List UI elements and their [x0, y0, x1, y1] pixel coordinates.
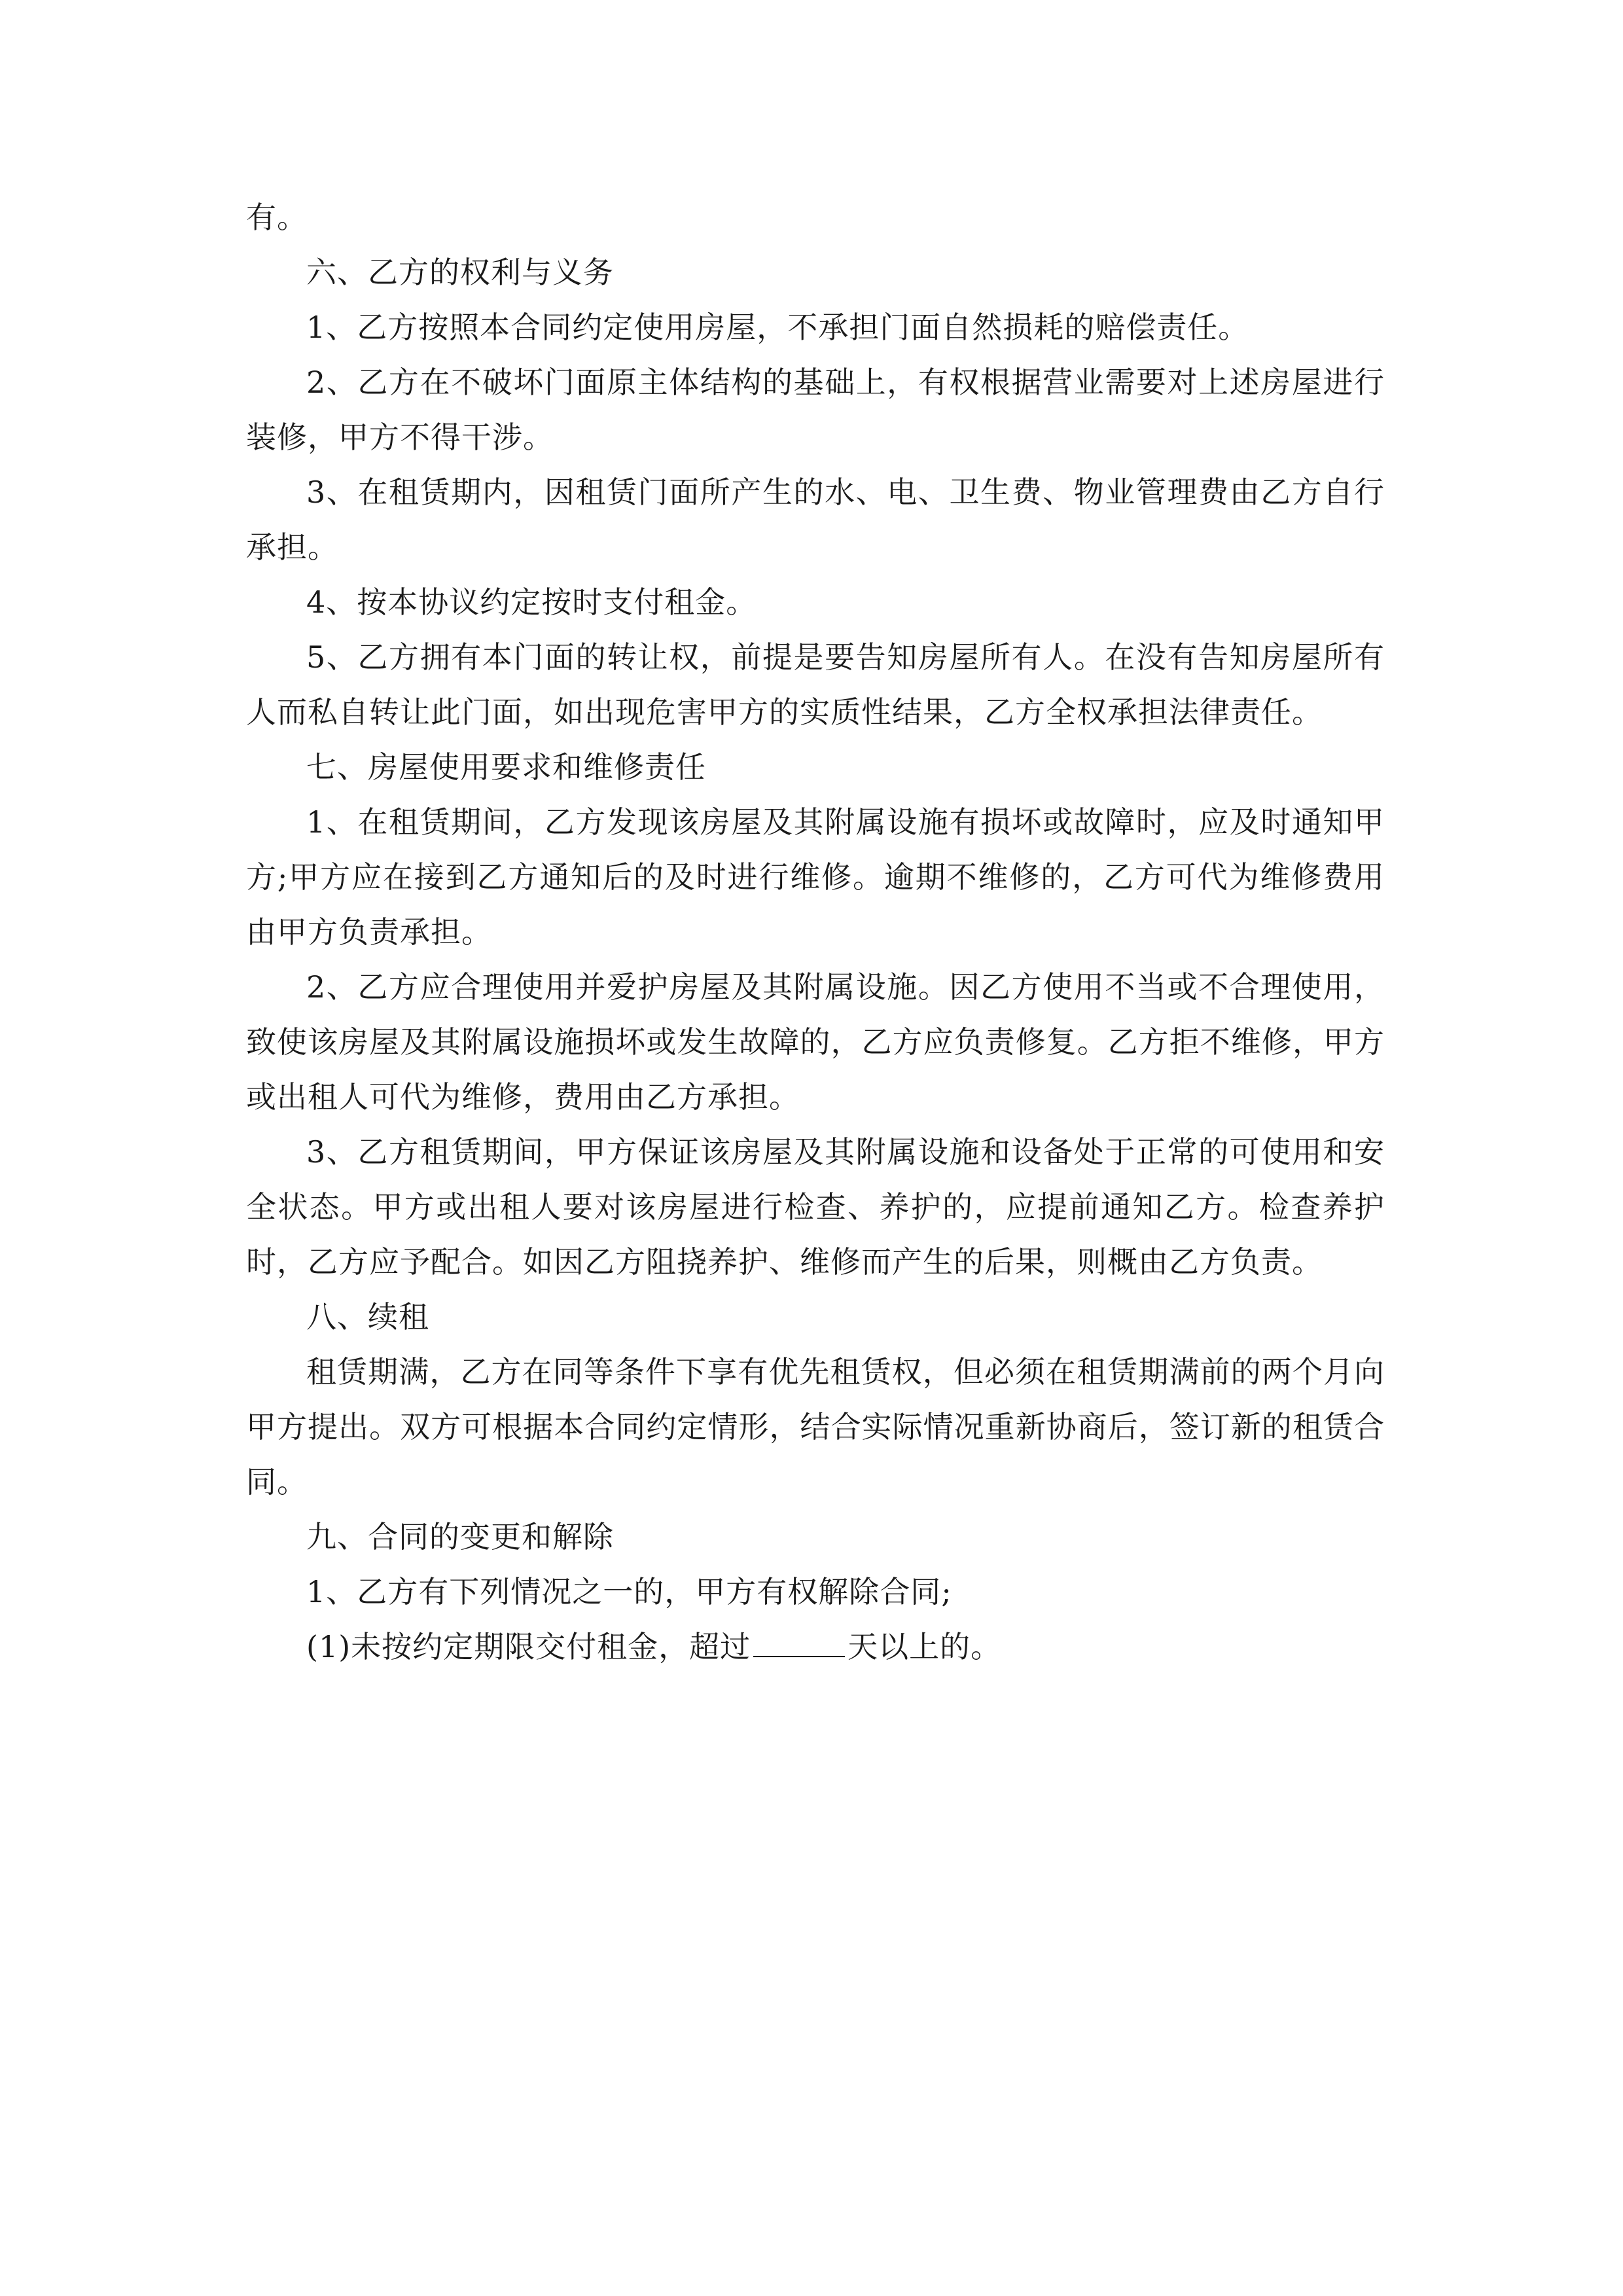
s9-item-1: 1、乙方有下列情况之一的，甲方有权解除合同;: [306, 1574, 952, 1609]
s9-sub-item-1-before: (1)未按约定期限交付租金，超过: [306, 1629, 751, 1664]
s9-sub-item-1: [246, 1619, 1385, 1674]
section-6-heading: 六、乙方的权利与义务: [306, 255, 614, 290]
s7-item-3: 3、乙方租赁期间，甲方保证该房屋及其附属设施和设备处于正常的可使用和安全状态。甲方或出租人要对该房屋进行检查、养护的，应提前通知乙方。检查养护时，乙方应予配合。如因乙方阻挠养护、维修而产生的后果，则概由乙方负责。: [246, 1134, 1385, 1280]
continuation-text: 有。: [246, 200, 308, 235]
s6-item-5: 5、乙方拥有本门面的转让权，前提是要告知房屋所有人。在没有告知房屋所有人而私自转让此门面，如出现危害甲方的实质性结果，乙方全权承担法律责任。: [246, 639, 1385, 730]
s8-text: 租赁期满，乙方在同等条件下享有优先租赁权，但必须在租赁期满前的两个月向甲方提出。双方可根据本合同约定情形，结合实际情况重新协商后，签订新的租赁合同。: [246, 1354, 1385, 1499]
s7-item-1: 1、在租赁期间，乙方发现该房屋及其附属设施有损坏或故障时，应及时通知甲方;甲方应在接到乙方通知后的及时进行维修。逾期不维修的，乙方可代为维修费用由甲方负责承担。: [246, 804, 1385, 950]
section-7-heading: 七、房屋使用要求和维修责任: [306, 749, 706, 785]
s9-sub-item-1-after: 天以上的。: [847, 1629, 1002, 1664]
section-8-heading: 八、续租: [306, 1299, 429, 1335]
s6-item-3: 3、在租赁期内，因租赁门面所产生的水、电、卫生费、物业管理费由乙方自行承担。: [246, 475, 1385, 565]
s7-item-2: 2、乙方应合理使用并爱护房屋及其附属设施。因乙方使用不当或不合理使用，致使该房屋及其附属设施损坏或发生故障的，乙方应负责修复。乙方拒不维修，甲方或出租人可代为维修，费用由乙方承担。: [246, 969, 1385, 1115]
s6-item-4: 4、按本协议约定按时支付租金。: [306, 584, 757, 620]
blank-days-field: [753, 1630, 845, 1657]
section-9-heading: 九、合同的变更和解除: [306, 1519, 614, 1554]
s6-item-2: 2、乙方在不破坏门面原主体结构的基础上，有权根据营业需要对上述房屋进行装修，甲方不得干涉。: [246, 365, 1385, 455]
document-body: [246, 190, 1385, 1674]
s6-item-1: 1、乙方按照本合同约定使用房屋，不承担门面自然损耗的赔偿责任。: [306, 310, 1249, 345]
